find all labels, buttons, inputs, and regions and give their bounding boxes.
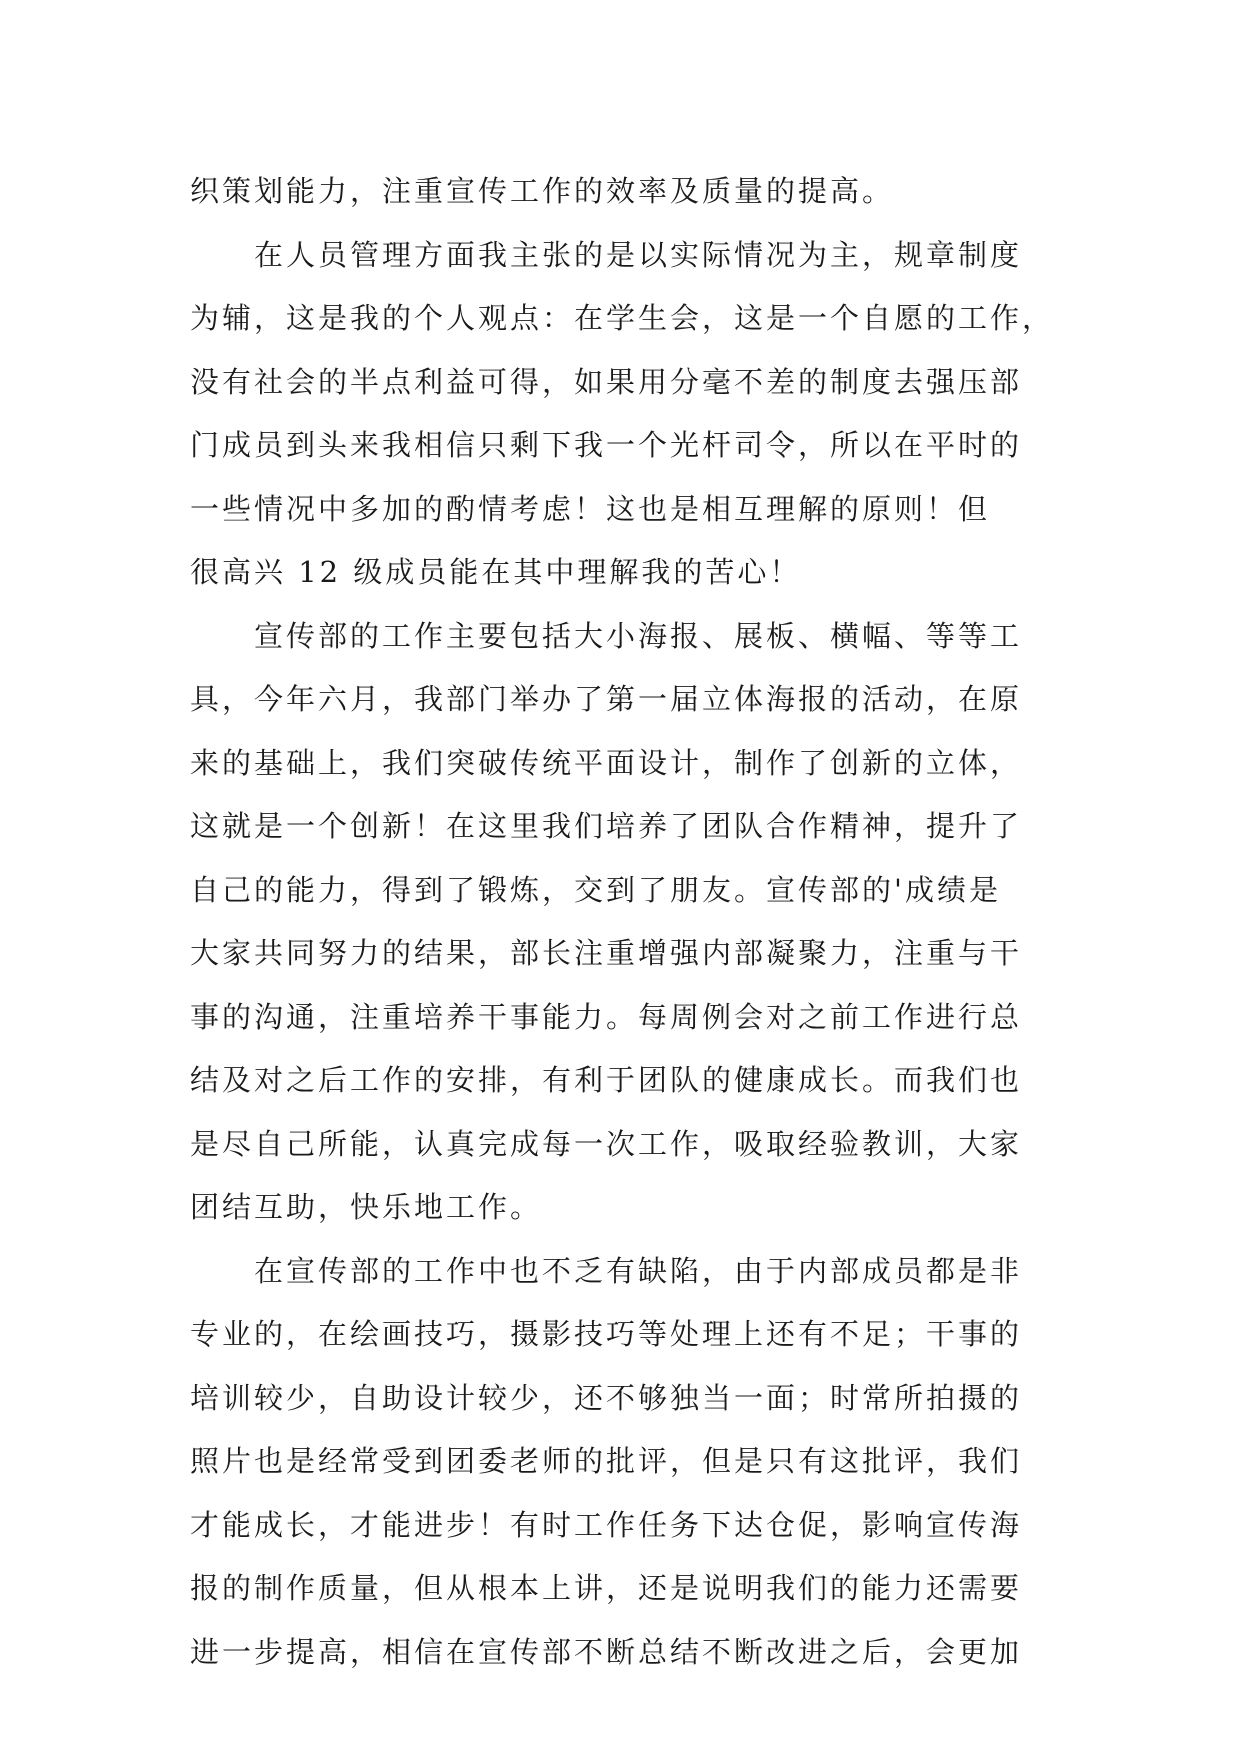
text-line: 大家共同努力的结果，部长注重增强内部凝聚力，注重与干 [190,936,1023,970]
text-line: 很高兴 12 级成员能在其中理解我的苦心！ [190,555,802,589]
text-line: 来的基础上，我们突破传统平面设计，制作了创新的立体， [190,745,1023,780]
text-line: 才能成长，才能进步！有时工作任务下达仓促，影响宣传海 [190,1507,1023,1542]
text-line: 专业的，在绘画技巧，摄影技巧等处理上还有不足；干事的 [190,1317,1023,1351]
text-line: 结及对之后工作的安排，有利于团队的健康成长。而我们也 [190,1063,1023,1097]
text-line: 照片也是经常受到团委老师的批评，但是只有这批评，我们 [190,1444,1023,1478]
paragraph-start-line: 宣传部的工作主要包括大小海报、展板、横幅、等等工 [254,618,1023,653]
text-line: 进一步提高，相信在宣传部不断总结不断改进之后，会更加 [190,1634,1023,1669]
text-line: 事的沟通，注重培养干事能力。每周例会对之前工作进行总 [190,999,1023,1034]
paragraph-start-line: 在人员管理方面我主张的是以实际情况为主，规章制度 [254,237,1023,272]
paragraph-start-line: 在宣传部的工作中也不乏有缺陷，由于内部成员都是非 [254,1253,1023,1288]
text-line: 报的制作质量，但从根本上讲，还是说明我们的能力还需要 [190,1571,1023,1605]
text-line: 自己的能力，得到了锻炼，交到了朋友。宣传部的'成绩是 [190,872,1001,907]
text-line: 团结互助，快乐地工作。 [190,1190,543,1224]
text-line: 培训较少，自助设计较少，还不够独当一面；时常所拍摄的 [190,1380,1023,1415]
text-line: 是尽自己所能，认真完成每一次工作，吸取经验教训，大家 [190,1126,1023,1161]
text-line: 织策划能力，注重宣传工作的效率及质量的提高。 [190,174,895,208]
text-line: 门成员到头来我相信只剩下我一个光杆司令，所以在平时的 [190,428,1023,462]
text-line: 一些情况中多加的酌情考虑！这也是相互理解的原则！但 [190,491,991,526]
text-line: 没有社会的半点利益可得，如果用分毫不差的制度去强压部 [190,364,1023,399]
text-line: 为辅，这是我的个人观点：在学生会，这是一个自愿的工作， [190,301,1055,335]
document-body [190,160,1070,1684]
text-line: 具，今年六月，我部门举办了第一届立体海报的活动，在原 [190,682,1023,716]
text-line: 这就是一个创新！在这里我们培养了团队合作精神，提升了 [190,809,1023,843]
